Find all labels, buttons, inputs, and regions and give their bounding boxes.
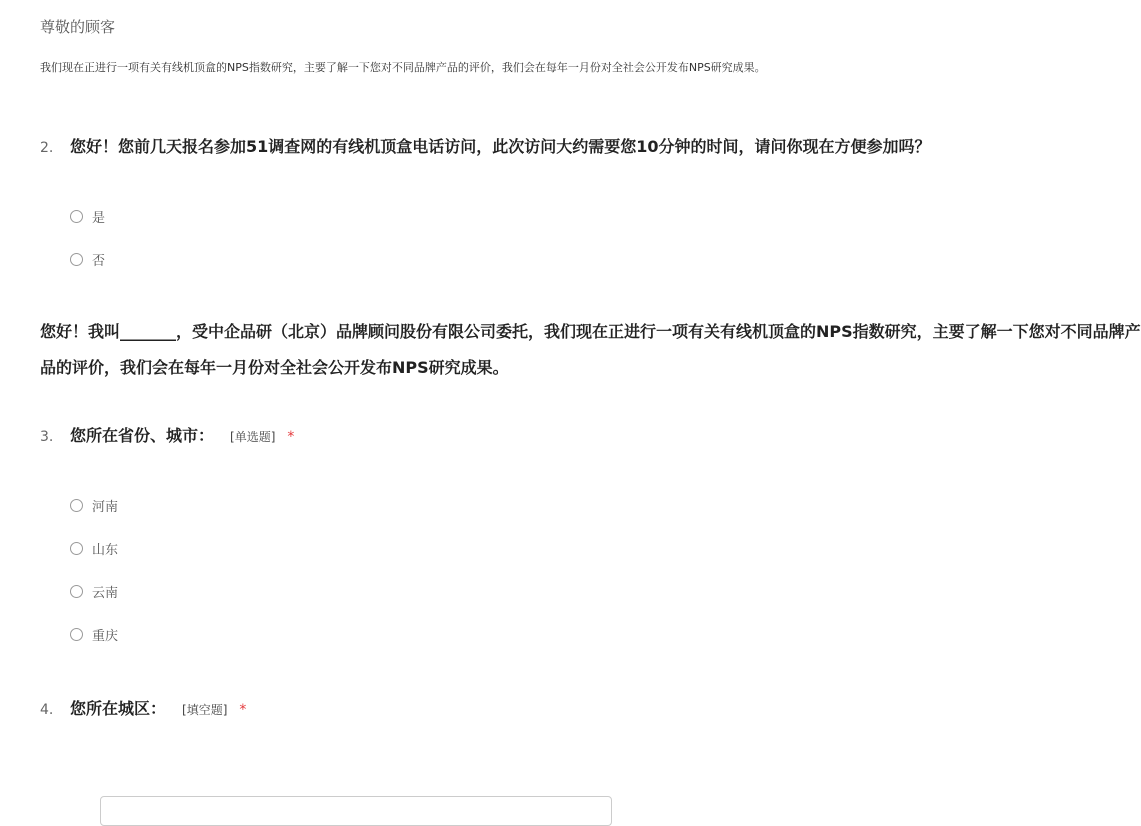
option-label: 重庆: [92, 629, 119, 644]
question-title: 您所在省份、城市：: [70, 426, 215, 445]
question-type-tag: [单选题]: [230, 430, 276, 444]
intro-paragraph-line-1: 您好！我叫_______，受中企品研（北京）品牌顾问股份有限公司委托，我们现在正进行一项有关有线机顶盒的NPS指数研究，主要了解一下您对不同品牌产: [40, 322, 1141, 341]
radio-button[interactable]: [70, 585, 83, 598]
option-label: 否: [92, 254, 106, 269]
question-number: 4.: [40, 702, 54, 718]
district-input[interactable]: [100, 796, 612, 826]
required-marker: *: [287, 429, 295, 445]
radio-button[interactable]: [70, 253, 83, 266]
radio-button[interactable]: [70, 628, 83, 641]
q3-option-shandong[interactable]: [70, 539, 118, 558]
q3-option-henan[interactable]: [70, 496, 118, 515]
q2-option-no[interactable]: [70, 250, 105, 269]
question-title: 您好！您前几天报名参加51调查网的有线机顶盒电话访问，此次访问大约需要您10分钟的时间，请问你现在方便参加吗？: [70, 137, 931, 156]
question-2: [40, 134, 931, 157]
radio-button[interactable]: [70, 210, 83, 223]
survey-intro: 我们现在正进行一项有关有线机顶盒的NPS指数研究，主要了解一下您对不同品牌产品的评价，我们会在每年一月份对全社会公开发布NPS研究成果。: [40, 61, 766, 74]
q3-option-yunnan[interactable]: [70, 582, 118, 601]
question-3: [40, 423, 294, 446]
option-label: 云南: [92, 586, 119, 601]
question-type-tag: [填空题]: [182, 703, 228, 717]
q3-option-chongqing[interactable]: [70, 625, 118, 644]
question-number: 2.: [40, 140, 54, 156]
option-label: 是: [92, 211, 106, 226]
option-label: 山东: [92, 543, 119, 558]
radio-button[interactable]: [70, 542, 83, 555]
required-marker: *: [239, 702, 247, 718]
radio-button[interactable]: [70, 499, 83, 512]
question-4: [40, 696, 246, 719]
question-title: 您所在城区：: [70, 699, 167, 718]
question-number: 3.: [40, 429, 54, 445]
q2-option-yes[interactable]: [70, 207, 105, 226]
intro-paragraph-line-2: 品的评价，我们会在每年一月份对全社会公开发布NPS研究成果。: [40, 358, 509, 377]
survey-greeting: 尊敬的顾客: [40, 18, 116, 36]
option-label: 河南: [92, 500, 119, 515]
